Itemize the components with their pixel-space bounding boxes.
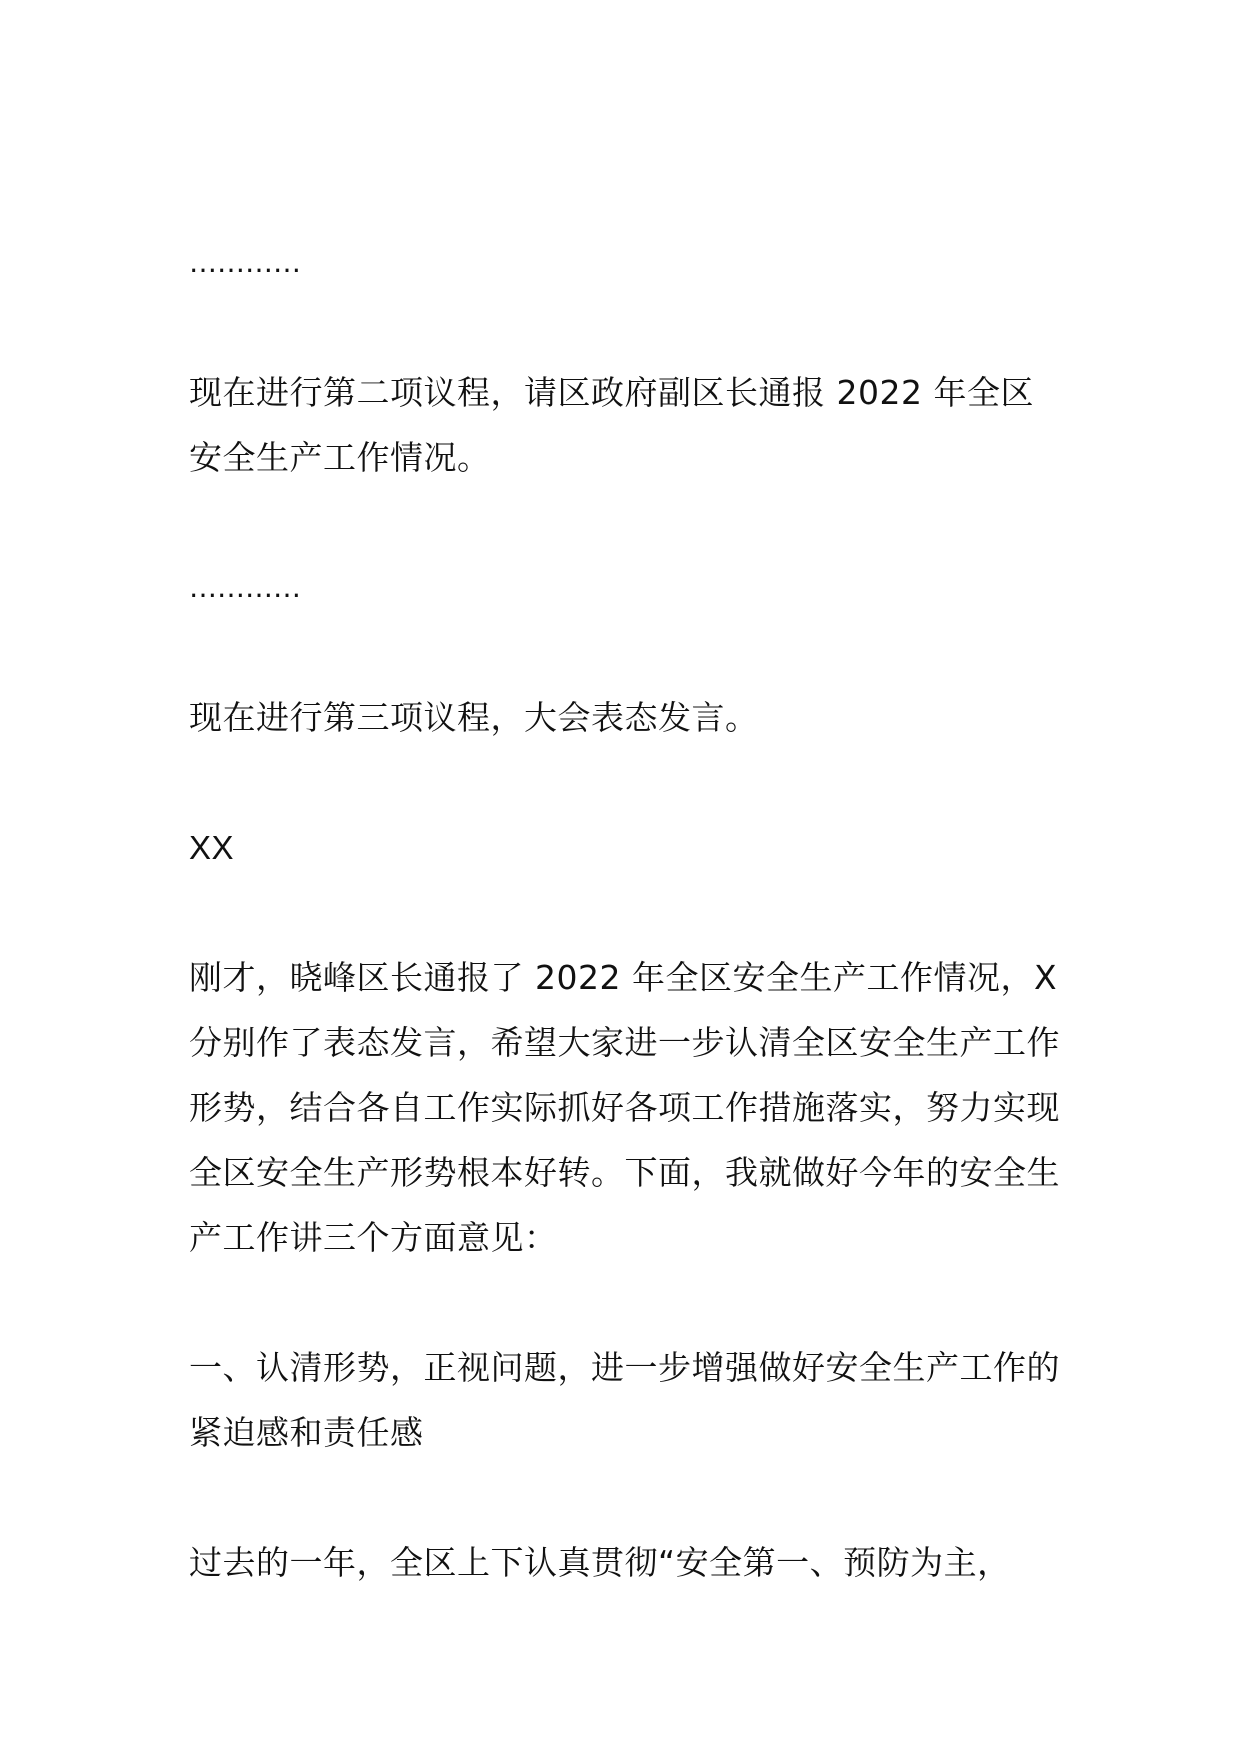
agenda-item-three: 现在进行第三项议程，大会表态发言。 <box>189 698 759 737</box>
ellipsis-separator: ………… <box>189 246 301 279</box>
summary-paragraph: 刚才，晓峰区长通报了 2022 年全区安全生产工作情况，X 分别作了表态发言，希望大家进一步认清全区安全生产工作形势，结合各自工作实际抓好各项工作措施落实，努力实现全区安全生产形势根本好转。下面，我就做好今年的安全生产工作讲三个方面意见： <box>189 958 1069 1257</box>
section-heading-one: 一、认清形势，正视问题，进一步增强做好安全生产工作的紧迫感和责任感 <box>189 1348 1060 1452</box>
document-body <box>189 230 1069 1660</box>
ellipsis-separator: ………… <box>189 571 301 604</box>
agenda-item-two: 现在进行第二项议程，请区政府副区长通报 2022 年全区安全生产工作情况。 <box>189 373 1034 477</box>
speaker-placeholder: XX <box>189 829 235 866</box>
body-paragraph: 过去的一年，全区上下认真贯彻“安全第一、预防为主， <box>189 1543 1011 1582</box>
